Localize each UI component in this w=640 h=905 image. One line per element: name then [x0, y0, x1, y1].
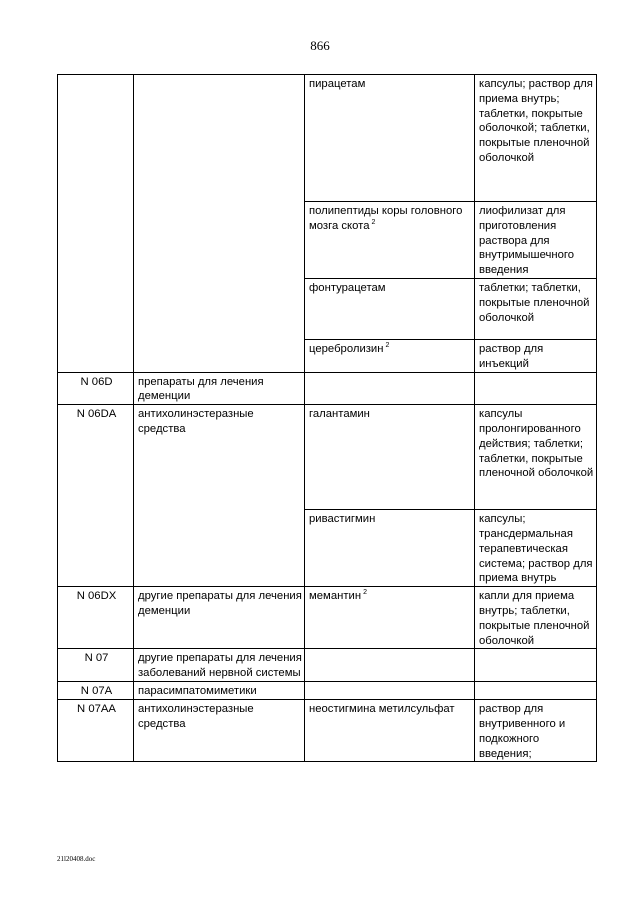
table-row — [58, 405, 597, 510]
document-footer: 21l20408.doc — [57, 855, 96, 863]
drug-name-cell — [305, 75, 475, 202]
drug-name-cell — [305, 405, 475, 510]
atc-code-cell — [58, 75, 134, 373]
drug-table — [57, 74, 597, 762]
table-row — [58, 700, 597, 762]
atc-code-cell: N 06D — [58, 372, 134, 405]
footnote-marker: 2 — [363, 589, 367, 597]
table-row — [58, 649, 597, 682]
dosage-form-cell: капсулы пролонгированного действия; таблетки; таблетки, покрытые пленочной оболочкой — [475, 405, 597, 510]
drug-name: полипептиды коры головного мозга скота — [309, 205, 463, 232]
table-row — [58, 372, 597, 405]
table-row — [58, 75, 597, 202]
dosage-form-cell — [475, 649, 597, 682]
drug-name-cell — [305, 649, 475, 682]
group-name-cell — [134, 75, 305, 373]
dosage-form-cell — [475, 372, 597, 405]
atc-code-cell: N 07 — [58, 649, 134, 682]
drug-name-cell — [305, 202, 475, 279]
group-name-cell: другие препараты для лечения заболеваний нервной системы — [134, 649, 305, 682]
dosage-form-cell: капсулы; трансдермальная терапевтическая система; раствор для приема внутрь — [475, 510, 597, 587]
drug-name-cell — [305, 587, 475, 649]
drug-name: ривастигмин — [309, 513, 376, 526]
drug-name: мемантин — [309, 590, 362, 603]
atc-code-cell: N 06DX — [58, 587, 134, 649]
group-name-cell: антихолинэстеразные средства — [134, 700, 305, 762]
atc-code-cell: N 07A — [58, 682, 134, 700]
drug-name-cell — [305, 278, 475, 339]
drug-name-cell — [305, 372, 475, 405]
table-row — [58, 682, 597, 700]
dosage-form-cell: капсулы; раствор для приема внутрь; таблетки, покрытые оболочкой; таблетки, покрытые пленочной оболочкой — [475, 75, 597, 202]
drug-name-cell — [305, 682, 475, 700]
dosage-form-cell: лиофилизат для приготовления раствора для внутримышечного введения — [475, 202, 597, 279]
footnote-marker: 2 — [371, 218, 376, 226]
group-name-cell: антихолинэстеразные средства — [134, 405, 305, 587]
drug-name: церебролизин — [309, 342, 384, 355]
drug-name-cell — [305, 339, 475, 372]
dosage-form-cell — [475, 682, 597, 700]
drug-name-cell — [305, 510, 475, 587]
drug-name: фонтурацетам — [309, 281, 386, 294]
footnote-marker: 2 — [385, 341, 390, 349]
dosage-form-cell: таблетки; таблетки, покрытые пленочной оболочкой — [475, 278, 597, 339]
drug-name: галантамин — [309, 408, 370, 421]
drug-name: неостигмина метилсульфат — [309, 703, 455, 716]
table-row — [58, 587, 597, 649]
dosage-form-cell: раствор для инъекций — [475, 339, 597, 372]
atc-code-cell: N 07AA — [58, 700, 134, 762]
group-name-cell: препараты для лечения деменции — [134, 372, 305, 405]
drug-name-cell — [305, 700, 475, 762]
dosage-form-cell: раствор для внутривенного и подкожного введения; — [475, 700, 597, 762]
page-number: 866 — [310, 38, 330, 53]
dosage-form-cell: капли для приема внутрь; таблетки, покрытые пленочной оболочкой — [475, 587, 597, 649]
atc-code-cell: N 06DA — [58, 405, 134, 587]
group-name-cell: парасимпатомиметики — [134, 682, 305, 700]
drug-name: пирацетам — [309, 78, 366, 90]
group-name-cell: другие препараты для лечения деменции — [134, 587, 305, 649]
